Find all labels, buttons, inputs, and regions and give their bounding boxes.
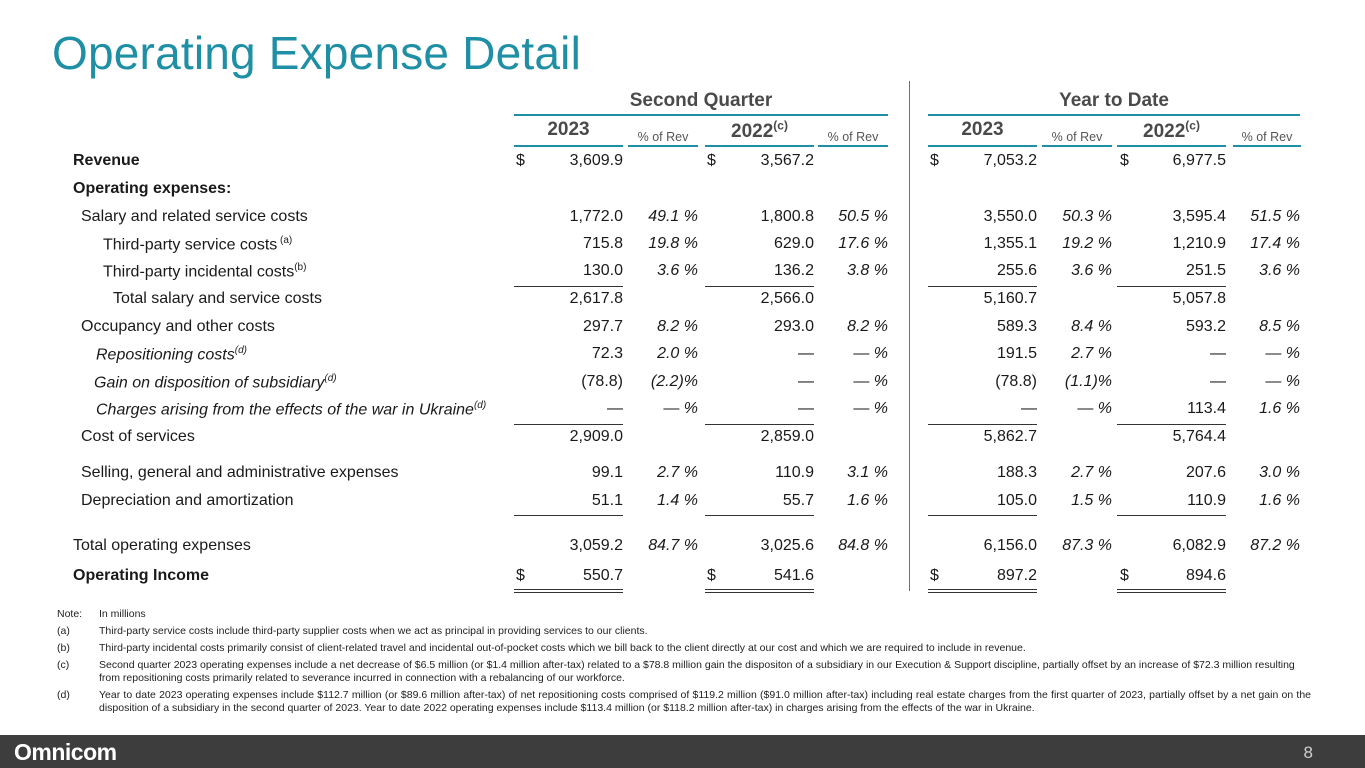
footnote-ref: (d) [324, 373, 337, 384]
cell-pct-of-rev: (1.1)% [1064, 373, 1112, 390]
cell-amount: 629.0 [773, 235, 814, 252]
cell-amount: 6,082.9 [1172, 537, 1226, 554]
cell-amount: 541.6 [773, 567, 814, 584]
header-year-to-date: Year to Date [928, 90, 1300, 116]
cell-amount: 6,977.5 [1172, 152, 1226, 169]
row-label-text: Salary and related service costs [81, 208, 308, 225]
cell-pct-of-rev: — % [1077, 400, 1112, 417]
cell-amount: 3,609.9 [569, 152, 623, 169]
cell-pct-of-rev: 87.2 % [1250, 537, 1300, 554]
currency-symbol: $ [1120, 567, 1129, 584]
cell-amount: 293.0 [773, 318, 814, 335]
table-row-tpinc [0, 260, 1365, 284]
cell-pct-of-rev: 17.6 % [838, 235, 888, 252]
cell-amount: 589.3 [996, 318, 1037, 335]
cell-pct-of-rev: 1.6 % [1259, 400, 1300, 417]
cell-pct-of-rev: — % [1265, 345, 1300, 362]
omnicom-logo: Omnicom [14, 739, 117, 765]
cell-pct-of-rev: 19.2 % [1062, 235, 1112, 252]
cell-pct-of-rev: 8.2 % [847, 318, 888, 335]
total-double-rule [928, 589, 1037, 593]
table-row-tpsvc [0, 233, 1365, 257]
cell-amount: 3,550.0 [983, 208, 1037, 225]
subtotal-rule [514, 286, 623, 287]
table-row-totsal [0, 288, 1365, 312]
footnote-b: (b) Third-party incidental costs primarily consist of client-related travel and incidental out-of-pocket costs which we bill back to the client directly at our cost and which we are required to include in revenue. [57, 642, 1026, 654]
cell-pct-of-rev: 2.7 % [1071, 464, 1112, 481]
cell-amount: 3,595.4 [1172, 208, 1226, 225]
currency-symbol: $ [707, 567, 716, 584]
footnote-ref: (b) [294, 262, 307, 273]
footnote-c: (c) Second quarter 2023 operating expenses include a net decrease of $6.5 million (or $1.4 million after-tax) related to a $78.8 million gain the dispositon of a subsidiary in our Execution & Support discipline, partially offset by an increase of $72.3 million resulting from repositioning costs primarily related to severance incurred in connection with a rebalancing of our workforce. [57, 659, 1295, 684]
cell-amount: 897.2 [996, 567, 1037, 584]
cell-pct-of-rev: 49.1 % [648, 208, 698, 225]
row-label [96, 345, 247, 364]
subtotal-rule [928, 286, 1037, 287]
col-q-2023-pct: % of Rev [628, 130, 698, 147]
header-second-quarter: Second Quarter [514, 90, 888, 116]
table-row-opinc [0, 565, 1365, 589]
subtotal-rule [1117, 424, 1226, 425]
cell-pct-of-rev: 87.3 % [1062, 537, 1112, 554]
cell-amount: 2,566.0 [760, 290, 814, 307]
cell-pct-of-rev: 3.1 % [847, 464, 888, 481]
cell-pct-of-rev: 8.4 % [1071, 318, 1112, 335]
subtotal-rule [705, 286, 814, 287]
row-label [81, 428, 195, 446]
subtotal-rule [928, 424, 1037, 425]
cell-amount: — [798, 373, 814, 390]
table-row-occ [0, 316, 1365, 340]
cell-amount: 51.1 [591, 492, 623, 509]
cell-amount: 3,025.6 [760, 537, 814, 554]
row-label-text: Third-party incidental costs [103, 263, 295, 281]
footnote-note: Note: In millions [57, 608, 146, 620]
page-title: Operating Expense Detail [52, 27, 581, 79]
cell-amount: — [1210, 345, 1226, 362]
cell-pct-of-rev: 8.2 % [657, 318, 698, 335]
cell-amount: 113.4 [1187, 400, 1226, 417]
row-label [81, 318, 275, 336]
subtotal-rule [514, 424, 623, 425]
footnote-ref: (d) [473, 400, 487, 411]
total-double-rule [514, 589, 623, 593]
row-label [113, 290, 322, 308]
cell-pct-of-rev: — % [853, 373, 888, 390]
table-row-sga [0, 462, 1365, 486]
table-row-da [0, 490, 1365, 514]
footnote-ref: (a) [277, 235, 293, 246]
cell-pct-of-rev: 1.4 % [657, 492, 698, 509]
subtotal-rule [1117, 286, 1226, 287]
footnote-a: (a) Third-party service costs include third-party supplier costs when we act as principal in providing services to our clients. [57, 625, 648, 637]
cell-amount: 1,800.8 [760, 208, 814, 225]
cell-amount: 297.7 [582, 318, 623, 335]
cell-amount: 1,772.0 [569, 208, 623, 225]
cell-pct-of-rev: 2.0 % [657, 345, 698, 362]
total-double-rule [1117, 589, 1226, 593]
currency-symbol: $ [1120, 152, 1129, 169]
cell-amount: 110.9 [1187, 492, 1226, 509]
row-label-text: Gain on disposition of subsidiary [94, 374, 325, 392]
table-row-cos [0, 426, 1365, 450]
row-label [81, 464, 399, 482]
cell-amount: 5,862.7 [983, 428, 1037, 445]
cell-amount: 593.2 [1185, 318, 1226, 335]
cell-pct-of-rev: 17.4 % [1250, 235, 1300, 252]
row-label-text: Operating expenses: [73, 180, 232, 197]
cell-amount: 2,617.8 [569, 290, 623, 307]
row-label [103, 235, 292, 254]
cell-amount: 550.7 [582, 567, 623, 584]
table-row-war [0, 398, 1365, 422]
total-double-rule [705, 589, 814, 593]
cell-pct-of-rev: 1.5 % [1071, 492, 1112, 509]
cell-amount: 255.6 [996, 262, 1037, 279]
cell-pct-of-rev: — % [1265, 373, 1300, 390]
cell-pct-of-rev: 1.6 % [847, 492, 888, 509]
cell-pct-of-rev: 51.5 % [1250, 208, 1300, 225]
cell-amount: 188.3 [996, 464, 1037, 481]
col-ytd-2022-pct: % of Rev [1233, 130, 1301, 147]
row-label [81, 208, 308, 226]
cell-amount: 105.0 [996, 492, 1037, 509]
cell-amount: 110.9 [775, 464, 814, 481]
cell-pct-of-rev: 84.7 % [648, 537, 698, 554]
row-label-text: Operating Income [73, 567, 210, 584]
table-row-gain [0, 371, 1365, 395]
cell-pct-of-rev: 3.6 % [1071, 262, 1112, 279]
cell-pct-of-rev: 3.6 % [657, 262, 698, 279]
currency-symbol: $ [516, 152, 525, 169]
cell-pct-of-rev: 3.6 % [1259, 262, 1300, 279]
cell-amount: 3,567.2 [760, 152, 814, 169]
cell-amount: 191.5 [996, 345, 1037, 362]
cell-amount: 3,059.2 [569, 537, 623, 554]
row-label [73, 567, 209, 585]
col-ytd-2023-pct: % of Rev [1042, 130, 1112, 147]
table-row-totop [0, 535, 1365, 559]
footnote-d: (d) Year to date 2023 operating expenses include $112.7 million (or $89.6 million after-tax) of net repositioning costs comprised of $119.2 million ($91.0 million after-tax) including real estate charges from the first quarter of 2023, partially offset by a net gain on the disposition of a subsidiary in the second quarter of 2023. Year to date 2022 operating expenses include $113.4 million (or $118.2 million after-tax) in charges arising from the effects of the war in Ukraine. [57, 689, 1311, 714]
cell-pct-of-rev: 2.7 % [1071, 345, 1112, 362]
col-ytd-2022: 2022$^{(c)}$ [1117, 117, 1226, 147]
row-label [94, 373, 337, 392]
row-label-text: Charges arising from the effects of the war in Ukraine [96, 401, 474, 419]
cell-amount: 7,053.2 [983, 152, 1037, 169]
table-row-repo [0, 343, 1365, 367]
cell-amount: — [798, 345, 814, 362]
cell-amount: (78.8) [995, 373, 1037, 390]
currency-symbol: $ [707, 152, 716, 169]
cell-pct-of-rev: — % [663, 400, 698, 417]
cell-amount: 1,355.1 [983, 235, 1037, 252]
subtotal-rule [705, 515, 814, 516]
row-label [73, 152, 140, 170]
currency-symbol: $ [930, 567, 939, 584]
cell-pct-of-rev: 84.8 % [838, 537, 888, 554]
row-label-text: Depreciation and amortization [81, 492, 294, 509]
cell-amount: — [607, 400, 623, 417]
cell-pct-of-rev: 50.5 % [838, 208, 888, 225]
cell-pct-of-rev: 3.0 % [1259, 464, 1300, 481]
col-q-2022: 2022$^{(c)}$ [705, 117, 814, 147]
table-row-revenue [0, 150, 1365, 174]
cell-amount: 130.0 [582, 262, 623, 279]
cell-amount: 136.2 [773, 262, 814, 279]
currency-symbol: $ [930, 152, 939, 169]
table-row-opex [0, 178, 1365, 202]
cell-amount: 2,859.0 [760, 428, 814, 445]
subtotal-rule [705, 424, 814, 425]
footnotes [57, 608, 1311, 719]
currency-symbol: $ [516, 567, 525, 584]
row-label-text: Third-party service costs [103, 236, 278, 254]
cell-amount: (78.8) [581, 373, 623, 390]
cell-amount: — [798, 400, 814, 417]
footer-bar [0, 735, 1365, 768]
cell-amount: 894.6 [1185, 567, 1226, 584]
col-ytd-2023: 2023 [928, 117, 1037, 147]
cell-amount: 99.1 [591, 464, 623, 481]
row-label [96, 400, 486, 419]
row-label-text: Cost of services [81, 428, 195, 445]
cell-amount: 207.6 [1185, 464, 1226, 481]
row-label-text: Selling, general and administrative expenses [81, 464, 399, 481]
cell-pct-of-rev: — % [853, 400, 888, 417]
cell-pct-of-rev: 50.3 % [1062, 208, 1112, 225]
row-label [103, 262, 306, 281]
row-label [73, 537, 251, 555]
subtotal-rule [928, 515, 1037, 516]
cell-pct-of-rev: 3.8 % [847, 262, 888, 279]
cell-pct-of-rev: 8.5 % [1259, 318, 1300, 335]
cell-pct-of-rev: 2.7 % [657, 464, 698, 481]
cell-amount: 55.7 [782, 492, 814, 509]
cell-amount: 251.5 [1185, 262, 1226, 279]
row-label [73, 180, 231, 198]
cell-amount: — [1021, 400, 1037, 417]
row-label-text: Total operating expenses [73, 537, 251, 554]
cell-amount: 5,764.4 [1172, 428, 1226, 445]
cell-amount: 1,210.9 [1172, 235, 1226, 252]
cell-amount: 5,160.7 [983, 290, 1037, 307]
row-label-text: Total salary and service costs [113, 290, 322, 307]
cell-amount: 715.8 [582, 235, 623, 252]
cell-amount: 5,057.8 [1172, 290, 1226, 307]
cell-amount: — [1210, 373, 1226, 390]
cell-pct-of-rev: — % [853, 345, 888, 362]
row-label-text: Repositioning costs [96, 346, 235, 364]
page-number: 8 [1303, 743, 1313, 762]
table-row-salary [0, 206, 1365, 230]
cell-amount: 6,156.0 [983, 537, 1037, 554]
cell-pct-of-rev: (2.2)% [650, 373, 698, 390]
cell-amount: 72.3 [591, 345, 623, 362]
footnote-ref: (d) [234, 345, 247, 356]
cell-amount: 2,909.0 [569, 428, 623, 445]
subtotal-rule [514, 515, 623, 516]
subtotal-rule [1117, 515, 1226, 516]
row-label-text: Occupancy and other costs [81, 318, 275, 335]
col-q-2023: 2023 [514, 117, 623, 147]
cell-pct-of-rev: 1.6 % [1259, 492, 1300, 509]
row-label [81, 492, 294, 510]
col-q-2022-pct: % of Rev [818, 130, 888, 147]
row-label-text: Revenue [73, 152, 140, 169]
cell-pct-of-rev: 19.8 % [648, 235, 698, 252]
